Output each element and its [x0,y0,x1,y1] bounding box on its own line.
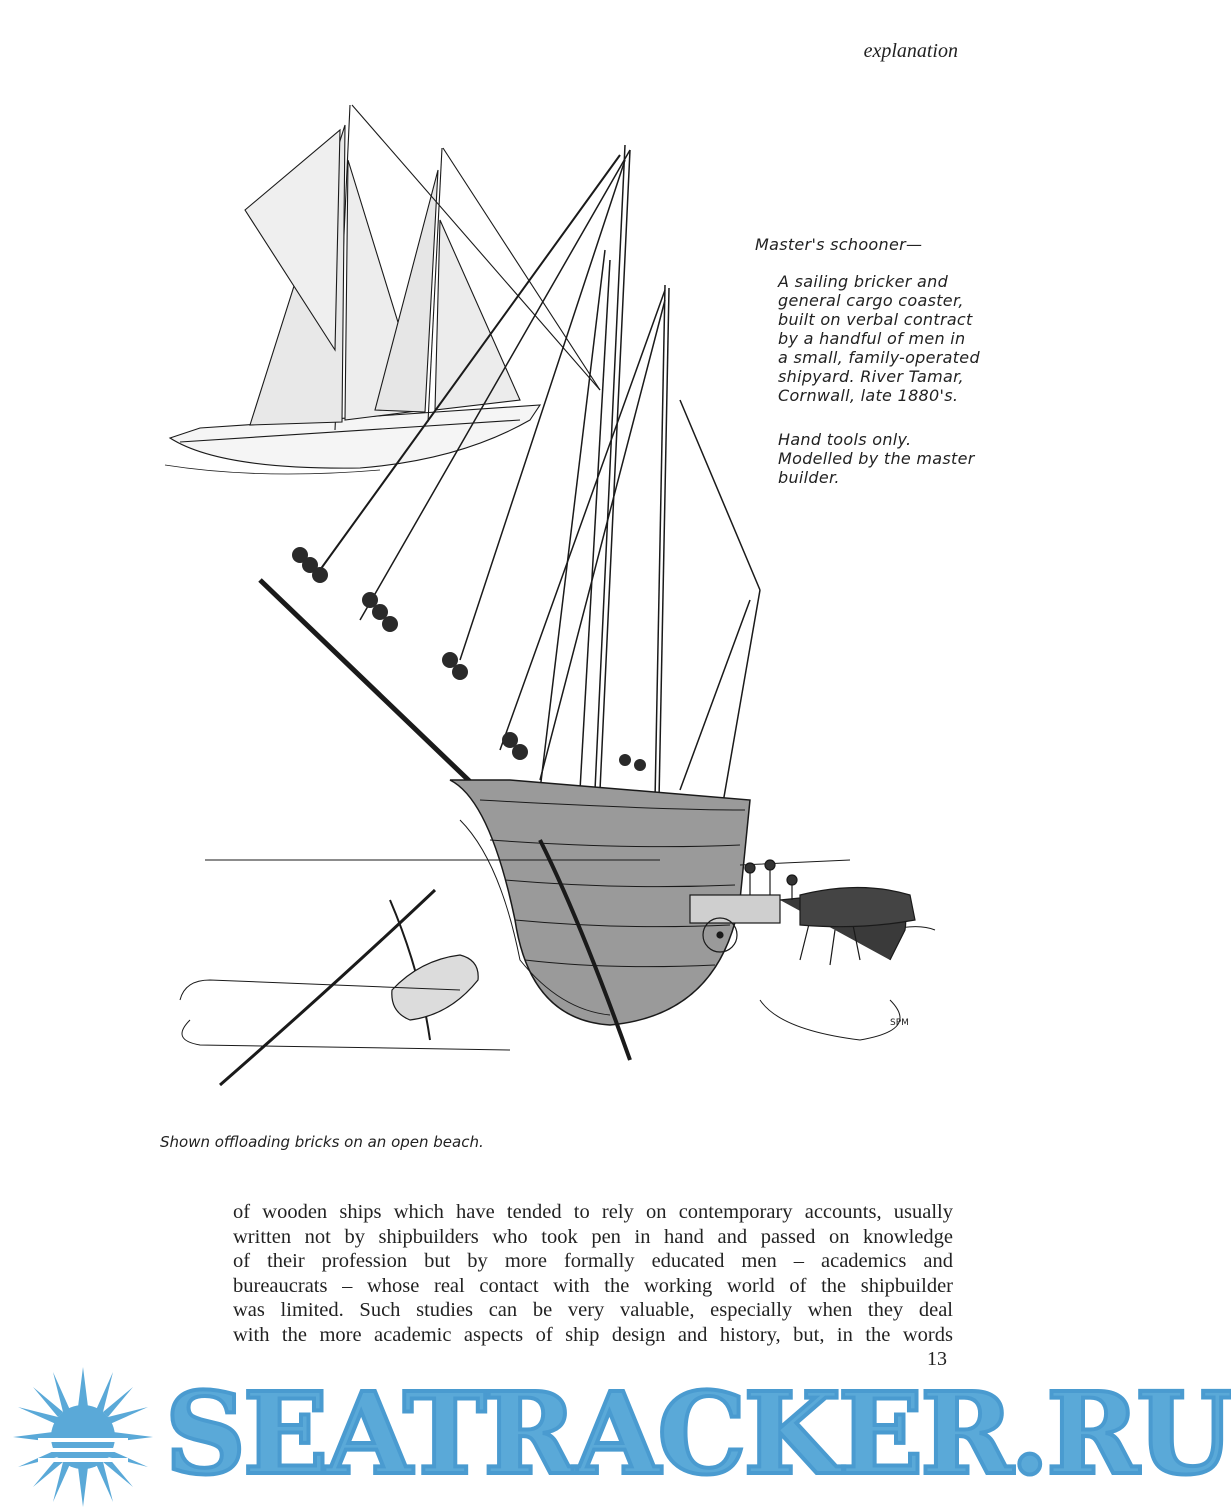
annotation-line: Modelled by the master [778,449,975,468]
annotation-title: Master's schooner— [755,235,923,254]
watermark-text: SEATRACKER.RU [165,1369,1231,1500]
annotation-line: general cargo coaster, [778,291,964,310]
sun-icon [8,1362,158,1512]
annotation-line: A sailing bricker and [778,272,949,291]
annotation-body [778,272,978,405]
annotation-line: by a handful of men in [778,329,966,348]
annotation-line: builder. [778,468,840,487]
annotation-line: a small, family-operated [778,348,980,367]
body-line: of their profession but by more formally educated men – academics and [233,1250,953,1272]
annotation-line: Hand tools only. [778,430,912,449]
body-line: with the more academic aspects of ship design and history, but, in the words [233,1323,953,1346]
body-line: bureaucrats – whose real contact with the working world of the shipbuilder [233,1274,953,1297]
body-line: written not by shipbuilders who took pen in hand and passed on knowledge [233,1225,953,1248]
annotation-line: built on verbal contract [778,310,973,329]
body-paragraph [233,1200,953,1347]
annotation-note [778,430,978,487]
figure-caption: Shown offloading bricks on an open beach. [160,1133,484,1151]
body-line: of wooden ships which have tended to rely on contemporary accounts, usually [233,1201,953,1223]
page-number: 13 [927,1348,947,1370]
background-schooner [165,105,600,474]
annotation-line: Cornwall, late 1880's. [778,386,959,405]
artist-mark: SPM [890,1018,909,1028]
watermark [0,1350,1231,1512]
annotation-line: shipyard. River Tamar, [778,367,964,386]
running-head: explanation [863,40,958,62]
body-line: was limited. Such studies can be very valuable, especially when they deal [233,1299,953,1321]
